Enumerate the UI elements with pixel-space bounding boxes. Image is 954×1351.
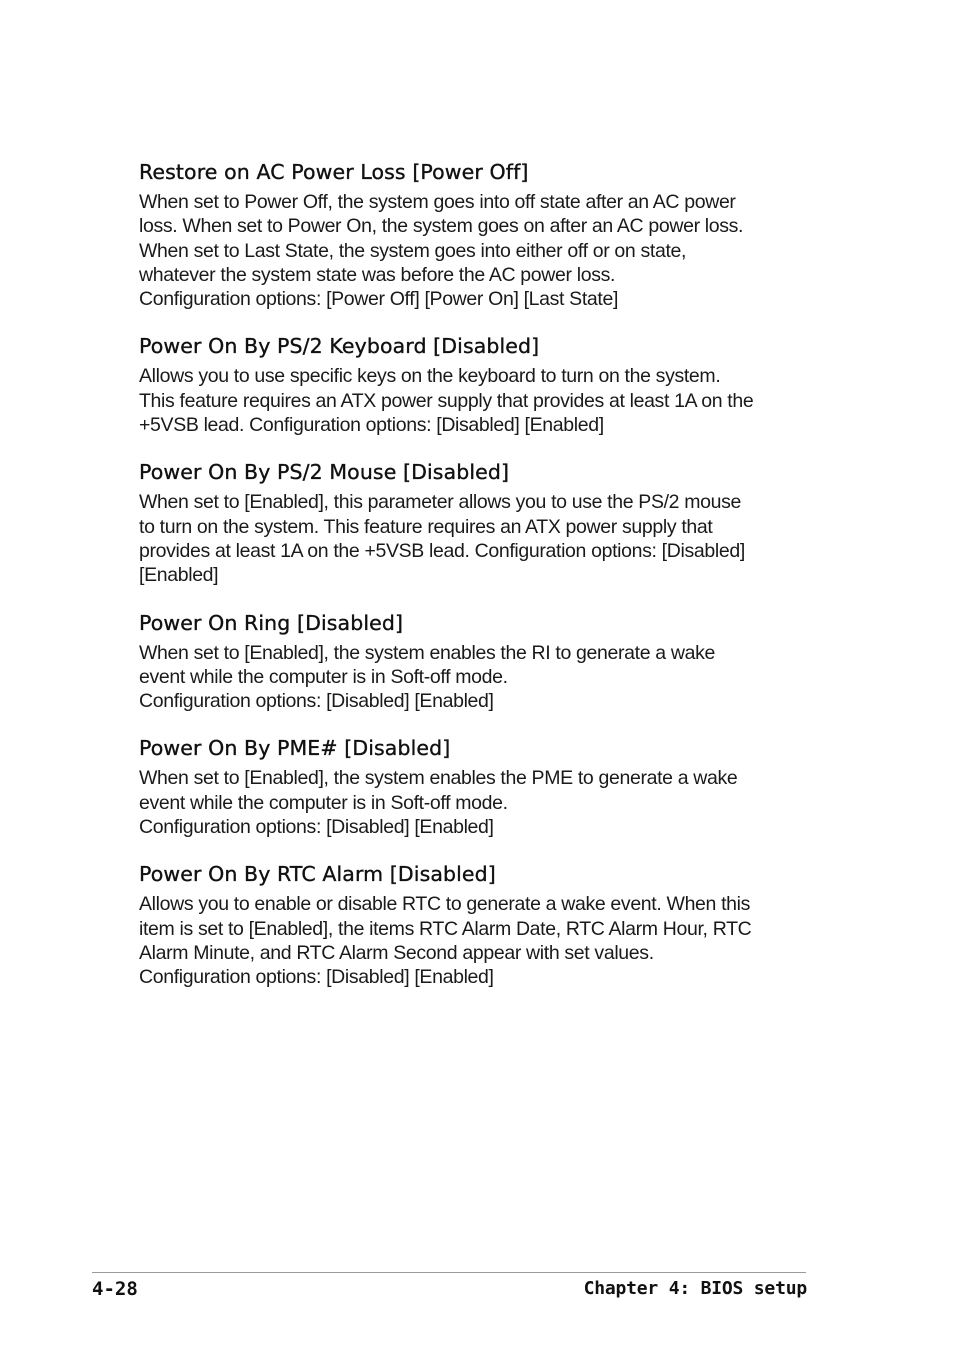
body-line: This feature requires an ATX power supply that provides at least 1A on the xyxy=(139,389,754,412)
body-line: When set to [Enabled], this parameter allows you to use the PS/2 mouse xyxy=(139,491,742,514)
section-body xyxy=(139,364,811,437)
section-heading: Power On Ring [Disabled] xyxy=(139,610,404,635)
section-power-on-by-ps2-keyboard xyxy=(139,332,811,437)
body-line: When set to [Enabled], the system enables the RI to generate a wake xyxy=(139,641,715,664)
section-body xyxy=(139,490,811,587)
page-content xyxy=(139,158,811,1011)
section-power-on-ring xyxy=(139,609,811,714)
body-line: Configuration options: [Disabled] [Enabled] xyxy=(139,690,494,713)
section-heading: Power On By PME# [Disabled] xyxy=(139,736,451,761)
page-number: 4-28 xyxy=(92,1278,138,1300)
section-power-on-by-pme xyxy=(139,734,811,839)
body-line: provides at least 1A on the +5VSB lead. Configuration options: [Disabled] xyxy=(139,539,745,562)
body-line: Configuration options: [Disabled] [Enabled] xyxy=(139,816,494,839)
chapter-title: Chapter 4: BIOS setup xyxy=(583,1278,807,1299)
body-line: +5VSB lead. Configuration options: [Disabled] [Enabled] xyxy=(139,414,604,437)
body-line: When set to Power Off, the system goes into off state after an AC power xyxy=(139,191,736,213)
section-heading: Restore on AC Power Loss [Power Off] xyxy=(139,160,529,184)
section-heading: Power On By PS/2 Mouse [Disabled] xyxy=(139,460,510,485)
section-heading: Power On By PS/2 Keyboard [Disabled] xyxy=(139,334,540,359)
section-power-on-by-ps2-mouse xyxy=(139,458,811,587)
body-line: to turn on the system. This feature requires an ATX power supply that xyxy=(139,515,713,538)
section-body xyxy=(139,892,811,989)
body-line: event while the computer is in Soft-off mode. xyxy=(139,665,508,688)
section-body xyxy=(139,190,811,311)
body-line: Allows you to enable or disable RTC to generate a wake event. When this xyxy=(139,893,751,916)
body-line: [Enabled] xyxy=(139,564,219,587)
body-line: Alarm Minute, and RTC Alarm Second appear with set values. xyxy=(139,941,654,964)
section-restore-on-ac-power-loss xyxy=(139,158,811,311)
section-body xyxy=(139,766,811,839)
section-heading: Power On By RTC Alarm [Disabled] xyxy=(139,862,496,887)
body-line: item is set to [Enabled], the items RTC Alarm Date, RTC Alarm Hour, RTC xyxy=(139,917,752,940)
section-power-on-by-rtc-alarm xyxy=(139,860,811,989)
body-line: event while the computer is in Soft-off mode. xyxy=(139,791,508,814)
body-line: Allows you to use specific keys on the keyboard to turn on the system. xyxy=(139,365,721,388)
body-line: loss. When set to Power On, the system goes on after an AC power loss. xyxy=(139,215,744,238)
body-line: whatever the system state was before the AC power loss. xyxy=(139,263,616,286)
body-line: When set to Last State, the system goes into either off or on state, xyxy=(139,239,687,262)
footer-divider xyxy=(92,1272,806,1273)
body-line: Configuration options: [Power Off] [Power On] [Last State] xyxy=(139,288,619,311)
body-line: Configuration options: [Disabled] [Enabled] xyxy=(139,966,494,989)
section-body xyxy=(139,641,811,714)
body-line: When set to [Enabled], the system enables the PME to generate a wake xyxy=(139,767,738,790)
